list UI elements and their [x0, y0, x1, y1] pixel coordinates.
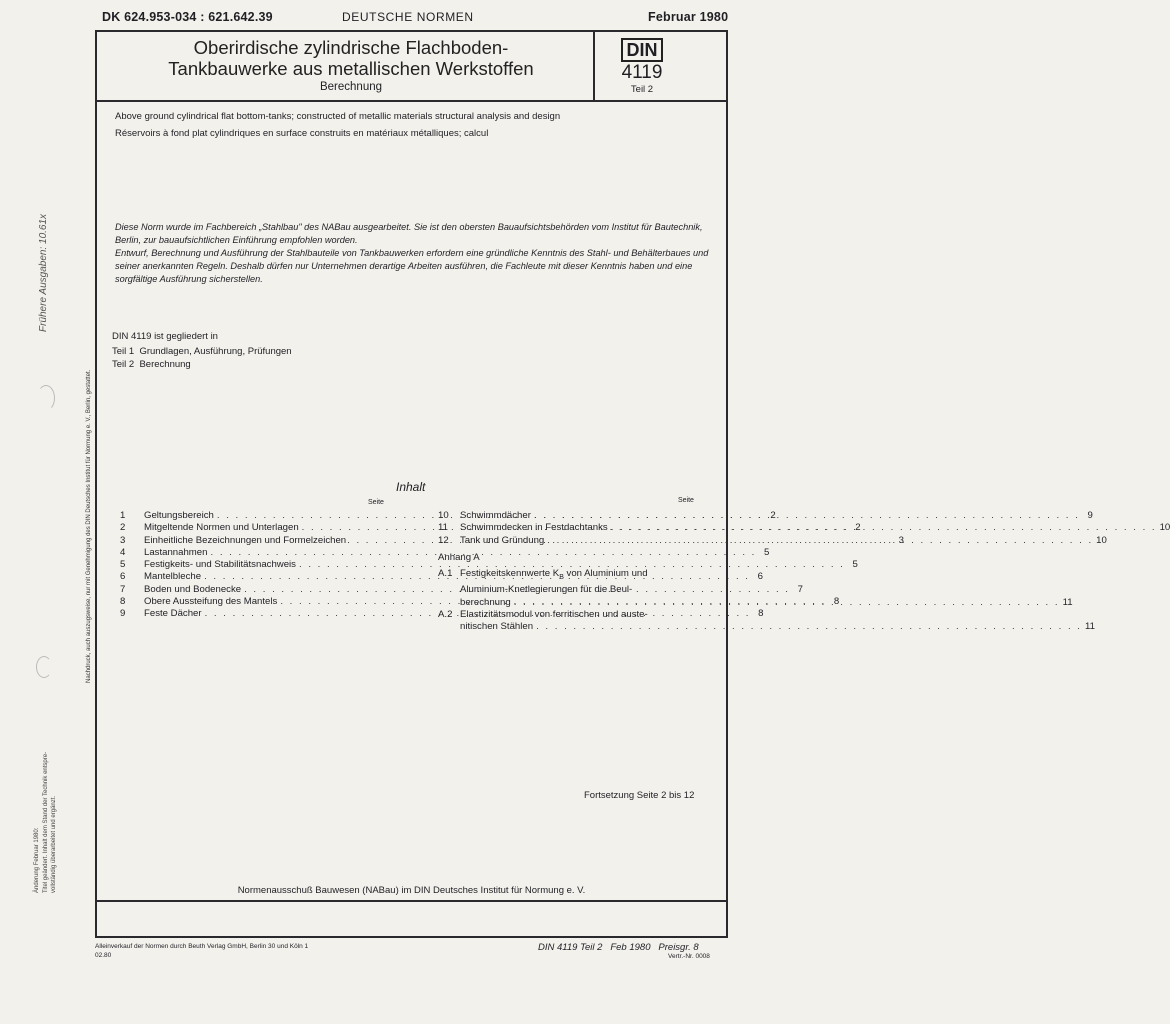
document-subtitle: Berechnung	[319, 81, 383, 93]
part-title: Grundlagen, Ausführung, Prüfungen	[139, 346, 292, 357]
issue-date: Februar 1980	[648, 10, 729, 24]
part-label: Teil 1	[112, 346, 135, 357]
punch-hole-mark	[36, 656, 52, 678]
toc-entry: 3 Einheitliche Bezeichnungen und Formelzeichen . . . 3	[120, 535, 388, 547]
annex-entry-a1: A.1 Festigkeitskennwerte $K_B$ von Aluminium und Aluminium-Knetlegierungen für die Beul- berechnung . . . 11	[438, 568, 698, 609]
earlier-editions-note: Frühere Ausgaben: 10.61x	[38, 213, 49, 332]
document-title	[110, 37, 592, 79]
din-box-divider	[593, 30, 595, 102]
toc-entry: 7 Boden und Bodenecke . . . 7	[120, 584, 388, 596]
amendment-line-1: Titel geändert. Inhalt dem Stand der Technik entspre-	[43, 751, 49, 893]
reprint-notice: Nachdruck, auch auszugsweise, nur mit Genehmigung des DIN Deutsches Institut für Normung e. V., Berlin, gestattet.	[86, 369, 92, 683]
toc-entry: 2 Mitgeltende Normen und Unterlagen . . . 2	[120, 522, 388, 534]
amendment-title: Änderung Februar 1980:	[34, 827, 40, 893]
date-code: 02.80	[95, 952, 112, 959]
punch-hole-mark	[37, 385, 55, 411]
toc-entry: 8 Obere Aussteifung des Mantels . . . 8	[120, 596, 388, 608]
toc-entry: 6 Mantelbleche . . . 6	[120, 571, 388, 583]
contents-heading: Inhalt	[396, 480, 426, 494]
din-logo: DIN	[621, 38, 663, 62]
notice-paragraph-1: Diese Norm wurde im Fachbereich „Stahlbau" des NABau ausgearbeitet. Sie ist den obersten Bauaufsichtsbehörden vom Institut für Bautechnik, Berlin, zur bauaufsichtlichen Einführung empfohlen worden.	[115, 222, 703, 245]
title-line-1: Oberirdische zylindrische Flachboden-	[193, 37, 509, 58]
page-label-right: Seite	[678, 497, 694, 504]
committee-name: Normenausschuß Bauwesen (NABau) im DIN Deutsches Institut für Normung e. V.	[237, 885, 586, 896]
structure-intro: DIN 4119 ist gegliedert in	[112, 331, 218, 342]
footer-reference: DIN 4119 Teil 2 Feb 1980 Preisgr. 8	[538, 942, 699, 953]
dk-number: DK 624.953-034 : 621.642.39	[102, 10, 273, 24]
page-label-left: Seite	[368, 499, 384, 506]
title-divider	[95, 100, 728, 102]
annex-heading: Anhang A	[438, 551, 480, 563]
toc-entry: 11 Schwimmdecken in Festdachtanks . . . 10	[438, 522, 698, 534]
din-part: Teil 2	[630, 84, 654, 95]
english-title: Above ground cylindrical flat bottom-tanks; constructed of metallic materials structural analysis and design	[115, 111, 561, 122]
structure-part-2	[112, 358, 191, 371]
continuation-note: Fortsetzung Seite 2 bis 12	[584, 790, 695, 801]
structure-part-1	[112, 345, 292, 358]
din-number: 4119	[621, 62, 663, 83]
notice-paragraph-2: Entwurf, Berechnung und Ausführung der Stahlbauteile von Tankbauwerken erfordern eine gründliche Kenntnis des Stahl- und Behälterbaues und seiner anerkannten Regeln. Deshalb dürfen nur Unternehmen derartige Arbeiten ausführen, die Fachleute mit dieser Kenntnis haben und eine sorgfältige Ausführung sicherstellen.	[115, 248, 709, 284]
amendment-line-2: vollständig überarbeitet und ergänzt.	[51, 795, 57, 893]
title-line-2: Tankbauwerke aus metallischen Werkstoffen	[168, 58, 534, 79]
toc-entry: 9 Feste Dächer . . . 8	[120, 608, 388, 620]
vertr-number: Vertr.-Nr. 0008	[668, 953, 710, 960]
toc-entry: 5 Festigkeits- und Stabilitätsnachweis . . . 5	[120, 559, 388, 571]
notice-block	[115, 221, 720, 286]
footer-divider	[95, 900, 728, 902]
annex-entry-a2: A.2 Elastizitätsmodul von ferritischen und auste- nitischen Stählen . . . 11	[438, 609, 698, 634]
toc-entry: 12 Tank und Gründung . . . 10	[438, 535, 698, 547]
toc-entry: 10 Schwimmdächer . . . 9	[438, 510, 698, 522]
part-title: Berechnung	[139, 359, 191, 370]
sales-notice: Alleinverkauf der Normen durch Beuth Verlag GmbH, Berlin 30 und Köln 1	[95, 943, 309, 950]
part-label: Teil 2	[112, 359, 135, 370]
toc-entry: 4 Lastannahmen . . . 5	[120, 547, 388, 559]
french-title: Réservoirs à fond plat cylindriques en surface construits en matériaux métalliques; calcul	[115, 128, 489, 139]
toc-entry: 1 Geltungsbereich . . . 2	[120, 510, 388, 522]
series-label: DEUTSCHE NORMEN	[342, 10, 474, 24]
